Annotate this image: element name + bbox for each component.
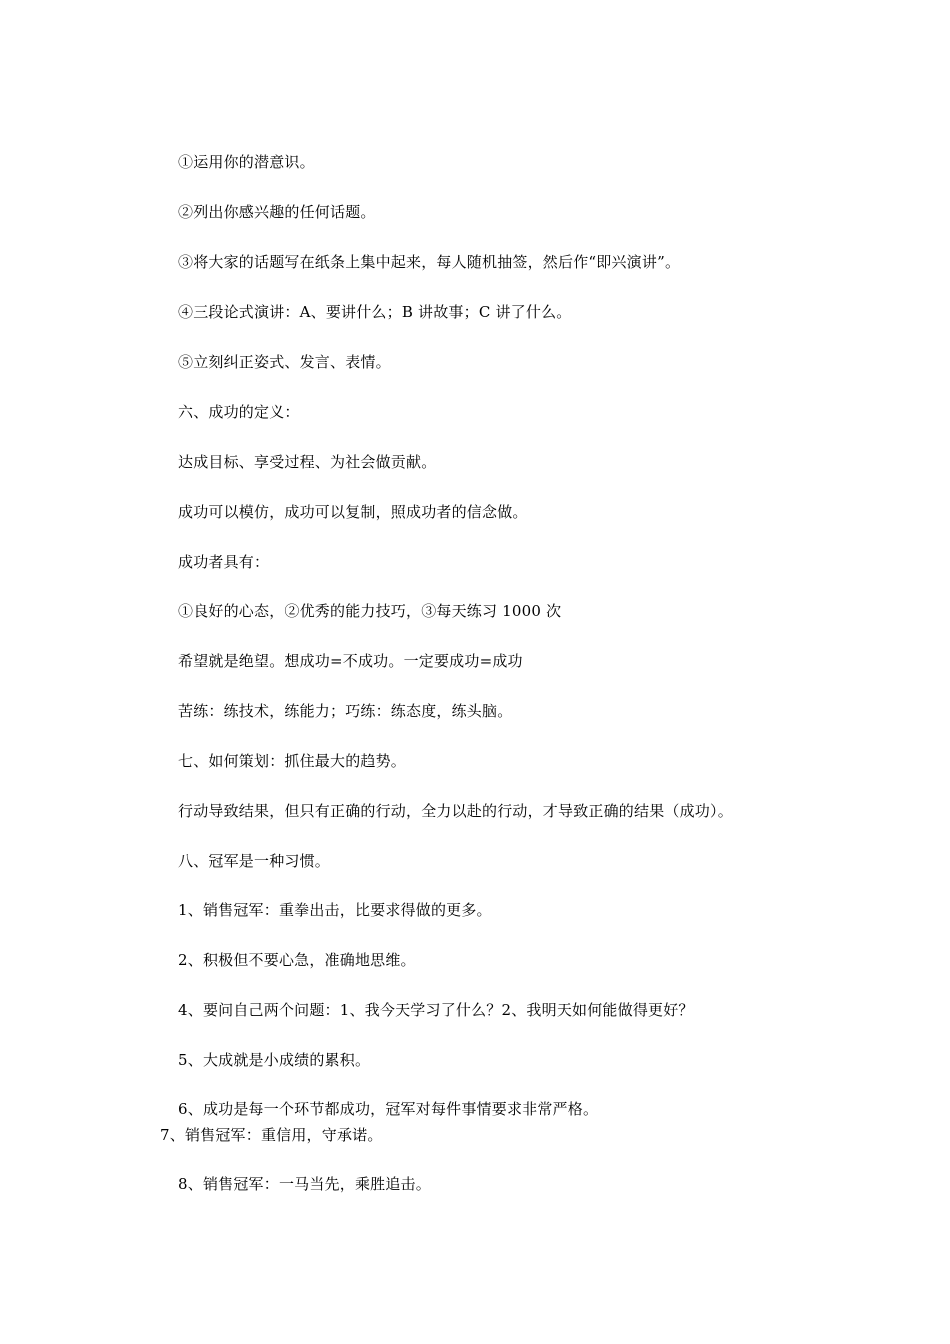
- text-line: 4、要问自己两个问题：1、我今天学习了什么？2、我明天如何能做得更好？: [178, 1001, 694, 1019]
- text-line: 2、积极但不要心急，准确地思维。: [178, 951, 416, 969]
- text-line: 行动导致结果，但只有正确的行动，全力以赴的行动，才导致正确的结果（成功）。: [178, 802, 733, 820]
- text-line: ①良好的心态，②优秀的能力技巧，③每天练习 1000 次: [178, 602, 562, 620]
- text-line: 苦练：练技术，练能力；巧练：练态度，练头脑。: [178, 702, 513, 720]
- section-heading: 七、如何策划：抓住最大的趋势。: [178, 752, 407, 770]
- text-line: 5、大成就是小成绩的累积。: [178, 1051, 371, 1069]
- text-line: ④三段论式演讲：A、要讲什么；B 讲故事；C 讲了什么。: [178, 303, 572, 321]
- text-line: 8、销售冠军：一马当先，乘胜追击。: [178, 1175, 431, 1193]
- text-line: 6、成功是每一个环节都成功，冠军对每件事情要求非常严格。: [178, 1100, 599, 1118]
- text-line: 成功者具有：: [178, 553, 270, 571]
- text-line: 达成目标、享受过程、为社会做贡献。: [178, 453, 437, 471]
- section-heading: 六、成功的定义：: [178, 403, 300, 421]
- text-line: ③将大家的话题写在纸条上集中起来，每人随机抽签，然后作“即兴演讲”。: [178, 253, 681, 271]
- text-line: ①运用你的潜意识。: [178, 153, 315, 171]
- text-line: ②列出你感兴趣的任何话题。: [178, 203, 376, 221]
- text-line: 7、销售冠军：重信用，守承诺。: [160, 1126, 383, 1144]
- text-line: 希望就是绝望。想成功=不成功。一定要成功=成功: [178, 652, 523, 670]
- text-line: 成功可以模仿，成功可以复制，照成功者的信念做。: [178, 503, 528, 521]
- text-line: 1、销售冠军：重拳出击，比要求得做的更多。: [178, 901, 492, 919]
- text-line: ⑤立刻纠正姿式、发言、表情。: [178, 353, 391, 371]
- section-heading: 八、冠军是一种习惯。: [178, 852, 331, 870]
